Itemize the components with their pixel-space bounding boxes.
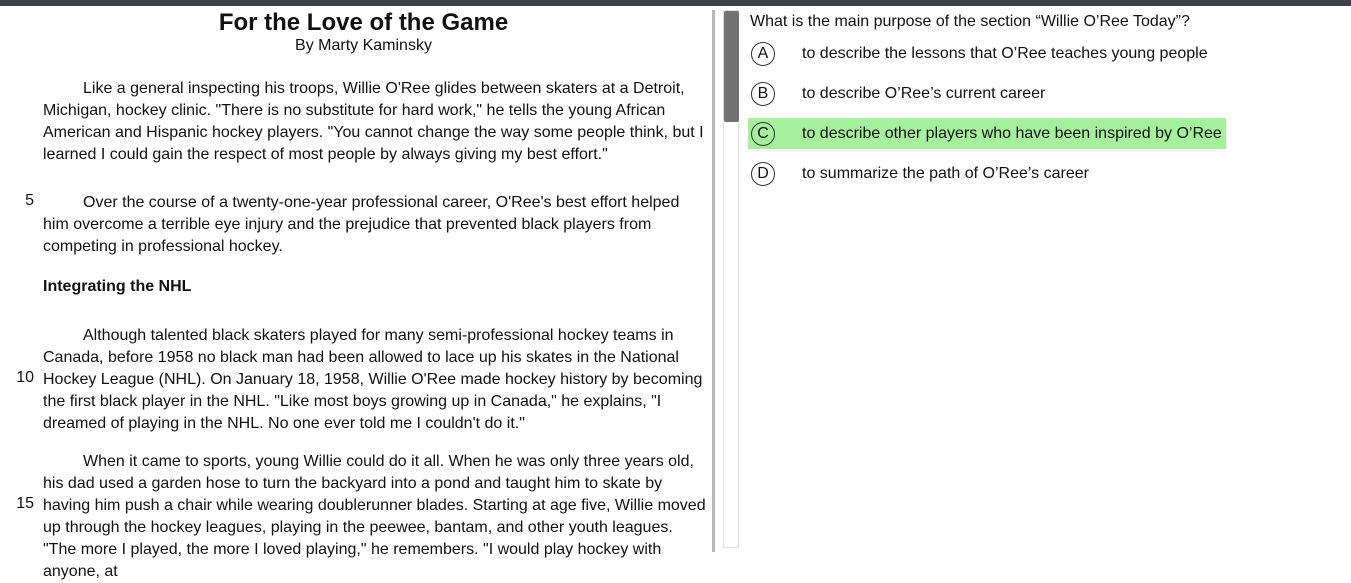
passage-paragraph-2: Over the course of a twenty-one-year professional career, O'Ree's best effort helped him overcome a terrible eye injury and the prejudice that prevented black players from competing in professional hockey. [43,194,680,255]
passage-paragraph-1: Like a general inspecting his troops, Willie O'Ree glides between skaters at a Detroit, Michigan, hockey clinic. "There is no substitute for hard work," he tells the young African American and Hispanic hockey players. "You cannot change the way some people think, but I learned I could gain the respect of most people by always giving my best effort." [43,80,704,163]
option-text-c[interactable]: to describe other players who have been inspired by O’Ree [802,124,1222,142]
option-letter-b[interactable]: B [751,82,775,106]
passage-paragraph-3: Although talented black skaters played for many semi-professional hockey teams in Canada, before 1958 no black man had been allowed to lace up his skates in the National Hockey League (NHL). On January 18, 1958, Willie O'Ree made hockey history by becoming the first black player in the NHL. "Like most boys growing up in Canada," he explains, "I dreamed of playing in the NHL. No one ever told me I couldn't do it." [43,327,703,432]
line-number-15: 15 [16,495,34,512]
question-prompt: What is the main purpose of the section “Willie O’Ree Today”? [750,13,1190,30]
option-text-a[interactable]: to describe the lessons that O’Ree teaches young people [802,44,1208,62]
passage-title: For the Love of the Game [218,9,509,36]
pane-divider[interactable] [712,10,715,552]
answer-option-c[interactable] [748,118,1226,149]
answer-option-d[interactable] [748,158,1093,189]
passage-byline: By Marty Kaminsky [295,37,432,54]
line-number-5: 5 [25,192,34,209]
line-number-10: 10 [16,369,34,386]
answer-option-a[interactable] [748,38,1212,69]
option-text-b[interactable]: to describe O’Ree’s current career [802,84,1046,102]
option-text-d[interactable]: to summarize the path of O’Ree’s career [802,164,1089,182]
passage-paragraph-4: When it came to sports, young Willie could do it all. When he was only three years old, his dad used a garden hose to turn the backyard into a pond and taught him to skate by having him push a chair while wearing doublerunner blades. Starting at age five, Willie moved up through the hockey leagues, playing in the peewee, bantam, and other youth leagues. "The more I played, the more I loved playing," he remembers. "I would play hockey with anyone, at [43,453,706,580]
option-letter-d[interactable]: D [751,162,775,186]
option-letter-a[interactable]: A [751,42,775,66]
passage-scrollbar-thumb[interactable] [724,11,739,122]
option-letter-c[interactable]: C [751,122,775,146]
section-heading: Integrating the NHL [43,278,192,295]
reading-passage[interactable] [0,6,712,580]
answer-option-b[interactable] [748,78,1049,109]
